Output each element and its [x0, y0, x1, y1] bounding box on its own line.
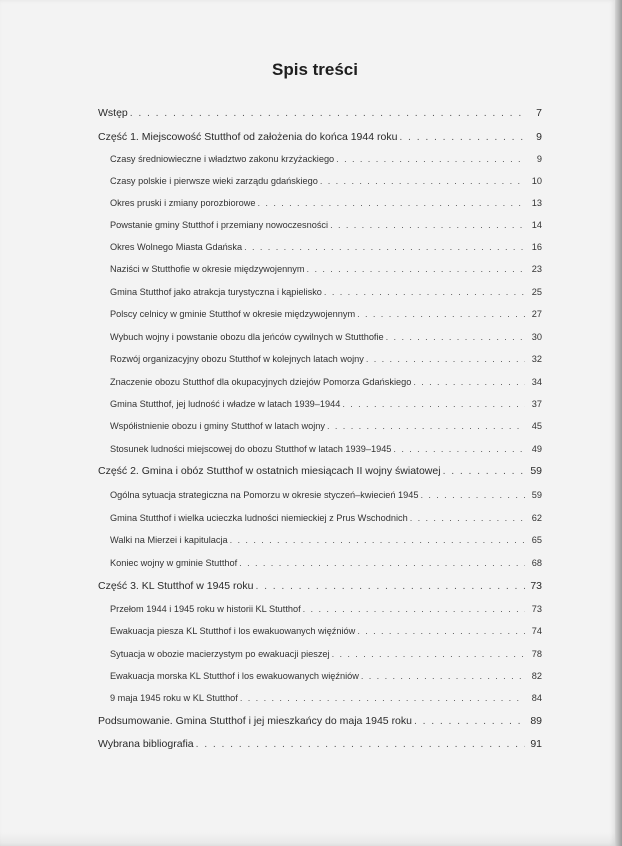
- toc-entry-title: Naziści w Stutthofie w okresie międzywojennym: [110, 264, 305, 274]
- toc-entry-title: 9 maja 1945 roku w KL Stutthof: [110, 693, 238, 703]
- toc-page-number: 59: [530, 465, 542, 477]
- toc-dot-leader: [420, 486, 525, 504]
- toc-dot-leader: [357, 305, 525, 323]
- toc-page-number: 10: [531, 176, 542, 186]
- toc-entry: [110, 172, 542, 190]
- toc-entry: [110, 395, 542, 413]
- toc-page-number: 89: [530, 715, 542, 727]
- toc-entry-title: Czasy polskie i pierwsze wieki zarządu gdańskiego: [110, 176, 318, 186]
- toc-entry: [110, 283, 542, 301]
- page-title: Spis treści: [272, 60, 358, 79]
- toc-entry: [110, 645, 542, 663]
- toc-entry-title: Ewakuacja morska KL Stutthof i los ewakuowanych więźniów: [110, 671, 359, 681]
- toc-dot-leader: [303, 600, 525, 618]
- toc-dot-leader: [327, 417, 525, 435]
- toc-entry: [98, 577, 542, 595]
- toc-entry-title: Czasy średniowieczne i władztwo zakonu krzyżackiego: [110, 154, 335, 164]
- toc-dot-leader: [230, 531, 525, 549]
- toc-dot-leader: [393, 440, 525, 458]
- toc-dot-leader: [258, 194, 525, 212]
- toc-dot-leader: [366, 350, 525, 368]
- toc-dot-leader: [130, 104, 525, 122]
- toc-entry-title: Polscy celnicy w gminie Stutthof w okresie międzywojennym: [110, 309, 356, 319]
- toc-page-number: 73: [531, 604, 542, 614]
- toc-page-number: 25: [531, 287, 542, 297]
- toc-entry: [110, 373, 542, 391]
- toc-entry: [110, 554, 542, 572]
- toc-page-number: 59: [531, 490, 542, 500]
- toc-entry-title: Wybrana bibliografia: [98, 738, 194, 750]
- toc-entry-title: Sytuacja w obozie macierzystym po ewakuacji pieszej: [110, 649, 330, 659]
- toc-entry-title: Ogólna sytuacja strategiczna na Pomorzu w okresie styczeń–kwiecień 1945: [110, 490, 419, 500]
- toc-page-number: 32: [531, 354, 542, 364]
- page-edge-shadow: [615, 0, 622, 846]
- toc-entry: [110, 531, 542, 549]
- toc-page-number: 78: [531, 649, 542, 659]
- toc-page-number: 30: [531, 332, 542, 342]
- toc-dot-leader: [413, 373, 525, 391]
- toc-entry: [110, 216, 542, 234]
- toc-entry: [110, 689, 542, 707]
- toc-entry-title: Wybuch wojny i powstanie obozu dla jeńców cywilnych w Stutthofie: [110, 332, 384, 342]
- toc-entry-title: Część 3. KL Stutthof w 1945 roku: [98, 580, 254, 592]
- toc-entry: [110, 600, 542, 618]
- toc-entry: [98, 128, 542, 146]
- toc-page-number: 13: [531, 198, 542, 208]
- toc-page-number: 49: [531, 444, 542, 454]
- toc-entry: [110, 238, 542, 256]
- toc-dot-leader: [399, 128, 525, 146]
- toc-dot-leader: [307, 260, 525, 278]
- toc-dot-leader: [324, 283, 525, 301]
- toc-page-number: 9: [536, 154, 542, 164]
- toc-dot-leader: [196, 735, 525, 753]
- toc-entry: [110, 622, 542, 640]
- toc-page-number: 9: [536, 131, 542, 143]
- toc-entry-title: Gmina Stutthof i wielka ucieczka ludności niemieckiej z Prus Wschodnich: [110, 513, 408, 523]
- toc-dot-leader: [414, 712, 525, 730]
- toc-entry: [110, 260, 542, 278]
- toc-entry-title: Koniec wojny w gminie Stutthof: [110, 558, 238, 568]
- toc-dot-leader: [443, 462, 525, 480]
- toc-dot-leader: [239, 554, 525, 572]
- toc-page-number: 27: [531, 309, 542, 319]
- toc-entry-title: Gmina Stutthof, jej ludność i władze w latach 1939–1944: [110, 399, 341, 409]
- toc-entry: [110, 305, 542, 323]
- toc-dot-leader: [342, 395, 525, 413]
- toc-entry-title: Walki na Mierzei i kapitulacja: [110, 535, 228, 545]
- page-bottom-shade: [0, 832, 615, 846]
- toc-entry-title: Gmina Stutthof jako atrakcja turystyczna i kąpielisko: [110, 287, 322, 297]
- toc-page-number: 65: [531, 535, 542, 545]
- toc-entry-title: Powstanie gminy Stutthof i przemiany nowoczesności: [110, 220, 329, 230]
- toc-dot-leader: [244, 238, 525, 256]
- toc-dot-leader: [410, 509, 525, 527]
- toc-page-number: 82: [531, 671, 542, 681]
- toc-entry: [110, 350, 542, 368]
- toc-entry-title: Stosunek ludności miejscowej do obozu Stutthof w latach 1939–1945: [110, 444, 392, 454]
- toc-entry-title: Wstęp: [98, 107, 128, 119]
- toc-entry: [110, 150, 542, 168]
- toc-dot-leader: [332, 645, 525, 663]
- toc-dot-leader: [240, 689, 525, 707]
- toc-entry: [110, 440, 542, 458]
- toc-entry: [110, 417, 542, 435]
- toc-entry-title: Współistnienie obozu i gminy Stutthof w latach wojny: [110, 421, 325, 431]
- toc-entry: [110, 509, 542, 527]
- toc-dot-leader: [357, 622, 525, 640]
- toc-entry: [98, 712, 542, 730]
- toc-entry-title: Część 1. Miejscowość Stutthof od założenia do końca 1944 roku: [98, 131, 398, 143]
- toc-entry-title: Znaczenie obozu Stutthof dla okupacyjnych dziejów Pomorza Gdańskiego: [110, 377, 412, 387]
- toc-dot-leader: [336, 150, 525, 168]
- toc-page-number: 14: [531, 220, 542, 230]
- toc-page-number: 74: [531, 626, 542, 636]
- toc-entry-title: Okres pruski i zmiany porozbiorowe: [110, 198, 256, 208]
- toc-entry-title: Podsumowanie. Gmina Stutthof i jej mieszkańcy do maja 1945 roku: [98, 715, 412, 727]
- toc-entry: [110, 486, 542, 504]
- toc-page-number: 91: [530, 738, 542, 750]
- toc-entry: [98, 104, 542, 122]
- toc-entry: [98, 735, 542, 753]
- toc-page-number: 62: [531, 513, 542, 523]
- toc-entry-title: Okres Wolnego Miasta Gdańska: [110, 242, 243, 252]
- toc-entry: [110, 194, 542, 212]
- toc-entry-title: Rozwój organizacyjny obozu Stutthof w kolejnych latach wojny: [110, 354, 364, 364]
- toc-dot-leader: [255, 577, 525, 595]
- toc-page-number: 68: [531, 558, 542, 568]
- toc-entry-title: Ewakuacja piesza KL Stutthof i los ewakuowanych więźniów: [110, 626, 356, 636]
- toc-dot-leader: [320, 172, 525, 190]
- toc-page-number: 84: [531, 693, 542, 703]
- toc-page-number: 16: [531, 242, 542, 252]
- toc-page-number: 23: [531, 264, 542, 274]
- toc-page-number: 37: [531, 399, 542, 409]
- toc-page-number: 7: [536, 107, 542, 119]
- toc-dot-leader: [386, 328, 525, 346]
- toc-dot-leader: [361, 667, 525, 685]
- toc-dot-leader: [330, 216, 525, 234]
- toc-entry-title: Przełom 1944 i 1945 roku w historii KL Stutthof: [110, 604, 301, 614]
- toc-page-number: 73: [530, 580, 542, 592]
- toc-entry: [110, 667, 542, 685]
- toc-page-number: 34: [531, 377, 542, 387]
- toc-page-number: 45: [531, 421, 542, 431]
- toc-entry: [98, 462, 542, 480]
- toc-entry: [110, 328, 542, 346]
- toc-entry-title: Część 2. Gmina i obóz Stutthof w ostatnich miesiącach II wojny światowej: [98, 465, 441, 477]
